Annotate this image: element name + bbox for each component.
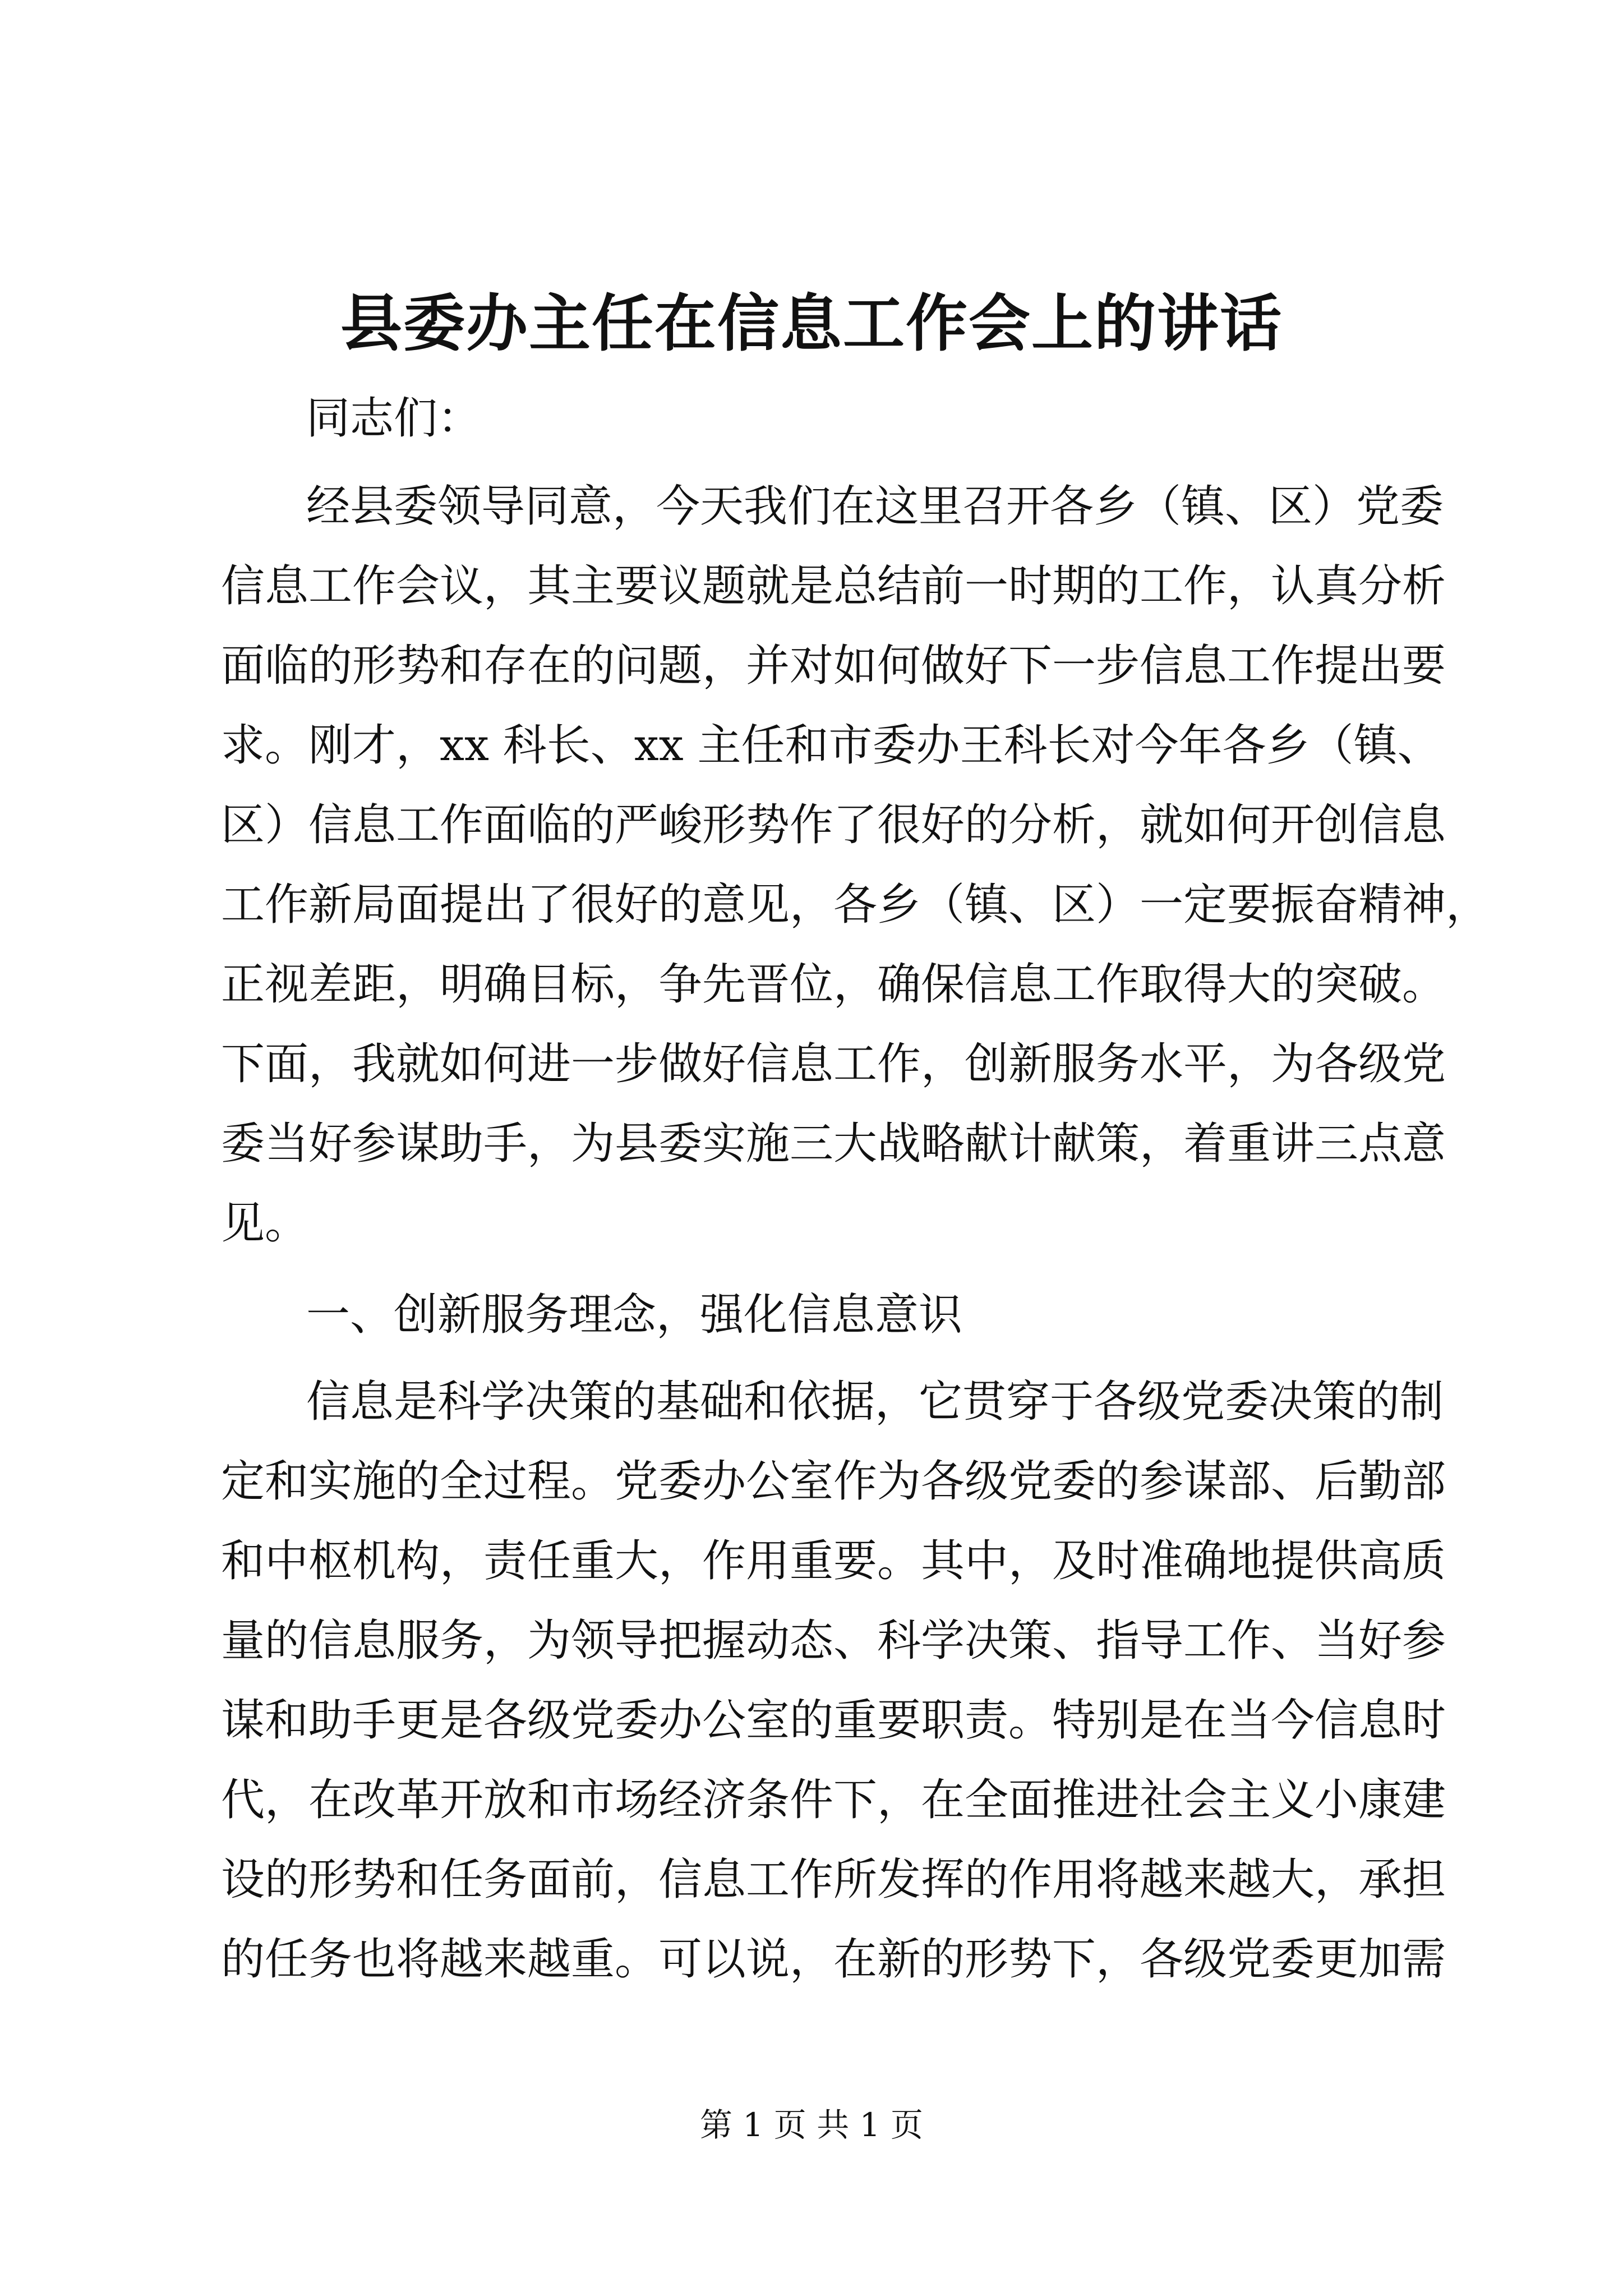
paragraph-line: 信息是科学决策的基础和依据，它贯穿于各级党委决策的制 (306, 1377, 1444, 1427)
paragraph-line: 信息工作会议，其主要议题就是总结前一时期的工作，认真分析 (221, 561, 1446, 611)
paragraph-line: 下面，我就如何进一步做好信息工作，创新服务水平，为各级党 (221, 1039, 1446, 1089)
paragraph-line: 工作新局面提出了很好的意见，各乡（镇、区）一定要振奋精神， (221, 880, 1490, 930)
section-heading-1: 一、创新服务理念，强化信息意识 (306, 1290, 963, 1340)
paragraph-line: 谋和助手更是各级党委办公室的重要职责。特别是在当今信息时 (221, 1695, 1446, 1746)
paragraph-line: 委当好参谋助手，为县委实施三大战略献计献策，着重讲三点意 (221, 1119, 1446, 1169)
paragraph-line: 设的形势和任务面前，信息工作所发挥的作用将越来越大，承担 (221, 1855, 1446, 1905)
paragraph-line: 求。刚才，xx 科长、xx 主任和市委办王科长对今年各乡（镇、 (221, 720, 1441, 771)
paragraph-line: 和中枢机构，责任重大，作用重要。其中，及时准确地提供高质 (221, 1536, 1446, 1586)
paragraph-2 (221, 1362, 1446, 1999)
paragraph-line: 的任务也将越来越重。可以说，在新的形势下，各级党委更加需 (221, 1934, 1446, 1985)
page-number-footer: 第 1 页 共 1 页 (700, 2106, 923, 2144)
greeting: 同志们： (306, 393, 482, 444)
paragraph-line: 面临的形势和存在的问题，并对如何做好下一步信息工作提出要 (221, 641, 1446, 691)
paragraph-line: 见。 (221, 1198, 309, 1249)
paragraph-1 (221, 467, 1490, 1263)
paragraph-line: 定和实施的全过程。党委办公室作为各级党委的参谋部、后勤部 (221, 1456, 1446, 1507)
paragraph-line: 经县委领导同意，今天我们在这里召开各乡（镇、区）党委 (306, 481, 1444, 532)
document-title: 县委办主任在信息工作会上的讲话 (340, 287, 1283, 360)
paragraph-line: 区）信息工作面临的严峻形势作了很好的分析，就如何开创信息 (221, 800, 1446, 850)
paragraph-line: 代，在改革开放和市场经济条件下，在全面推进社会主义小康建 (221, 1775, 1446, 1825)
paragraph-line: 量的信息服务，为领导把握动态、科学决策、指导工作、当好参 (221, 1616, 1446, 1666)
paragraph-line: 正视差距，明确目标，争先晋位，确保信息工作取得大的突破。 (221, 959, 1446, 1010)
